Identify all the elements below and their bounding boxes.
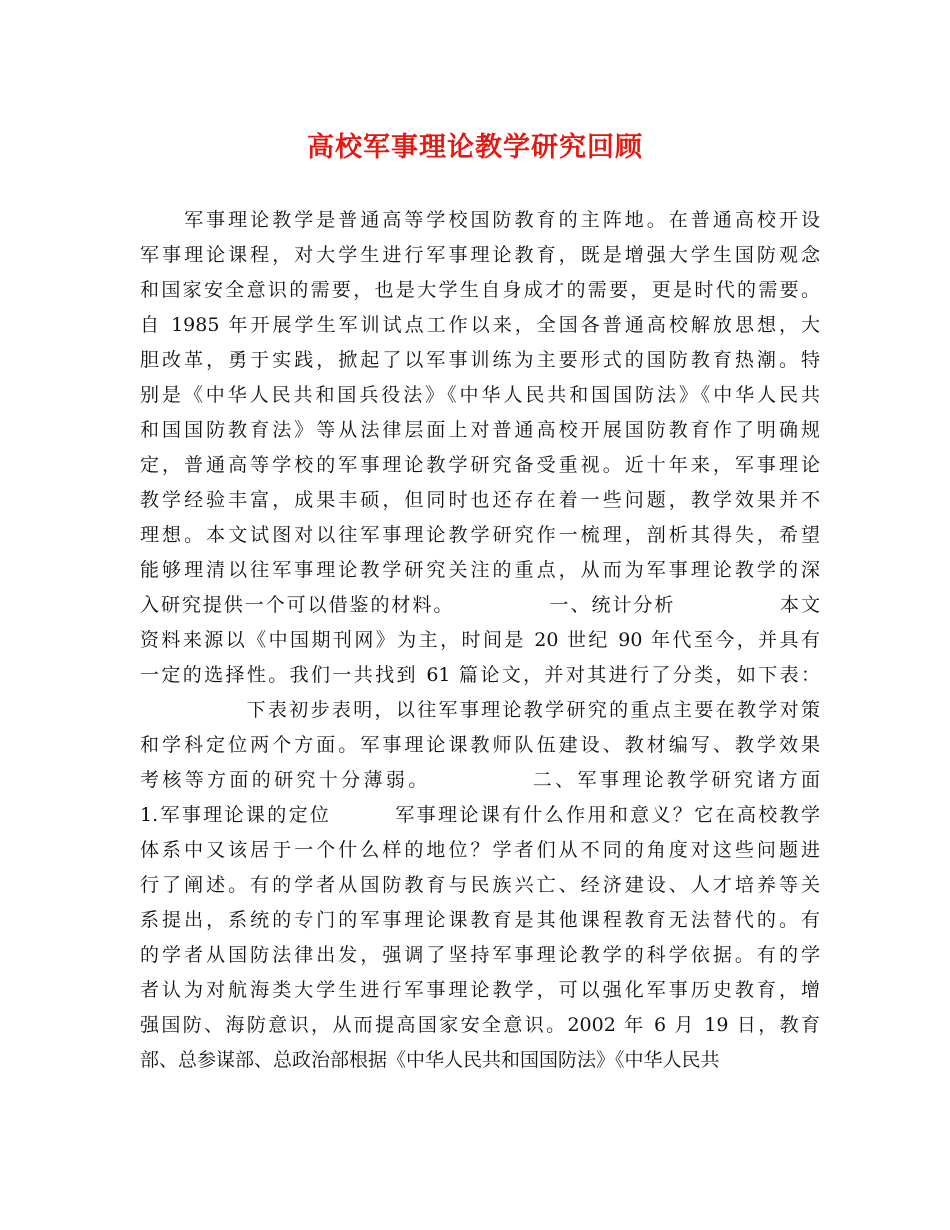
body-line: 者认为对航海类大学生进行军事理论教学，可以强化军事历史教育，增 [140,979,820,1001]
body-line: 的学者从国防法律出发，强调了坚持军事理论教学的科学依据。有的学 [140,944,820,966]
body-line: 考核等方面的研究十分薄弱。 二、军事理论教学研究诸方面 [140,769,820,791]
body-line: 1.军事理论课的定位 军事理论课有什么作用和意义？它在高校教学 [140,804,820,826]
body-line: 系提出，系统的专门的军事理论课教育是其他课程教育无法替代的。有 [140,909,820,931]
body-line: 体系中又该居于一个什么样的地位？学者们从不同的角度对这些问题进 [140,839,820,861]
body-line: 军事理论教学是普通高等学校国防教育的主阵地。在普通高校开设 [140,209,820,231]
body-line: 和国国防教育法》等从法律层面上对普通高校开展国防教育作了明确规 [140,419,820,441]
body-line: 理想。本文试图对以往军事理论教学研究作一梳理，剖析其得失，希望 [140,524,820,546]
body-line: 军事理论课程，对大学生进行军事理论教育，既是增强大学生国防观念 [140,244,820,266]
body-line: 能够理清以往军事理论教学研究关注的重点，从而为军事理论教学的深 [140,559,820,581]
body-line: 部、总参谋部、总政治部根据《中华人民共和国国防法》《中华人民共 [140,1049,720,1071]
body-line: 行了阐述。有的学者从国防教育与民族兴亡、经济建设、人才培养等关 [140,874,820,896]
body-line: 入研究提供一个可以借鉴的材料。 一、统计分析 本文 [140,594,820,616]
body-line: 胆改革，勇于实践，掀起了以军事训练为主要形式的国防教育热潮。特 [140,349,820,371]
body-line: 别是《中华人民共和国兵役法》《中华人民共和国国防法》《中华人民共 [140,384,820,406]
body-line: 教学经验丰富，成果丰硕，但同时也还存在着一些问题，教学效果并不 [140,489,820,511]
body-line: 资料来源以《中国期刊网》为主，时间是 20 世纪 90 年代至今，并具有 [140,629,820,651]
body-line: 和国家安全意识的需要，也是大学生自身成才的需要，更是时代的需要。 [140,279,820,301]
body-line: 一定的选择性。我们一共找到 61 篇论文，并对其进行了分类，如下表： [140,664,820,686]
body-line: 和学科定位两个方面。军事理论课教师队伍建设、教材编写、教学效果 [140,734,820,756]
document-title: 高校军事理论教学研究回顾 [307,132,643,163]
body-line: 自 1985 年开展学生军训试点工作以来，全国各普通高校解放思想，大 [140,314,820,336]
body-line: 定，普通高等学校的军事理论教学研究备受重视。近十年来，军事理论 [140,454,820,476]
document-body [140,203,820,1078]
body-line: 下表初步表明，以往军事理论教学研究的重点主要在教学对策 [140,699,820,721]
body-line: 强国防、海防意识，从而提高国家安全意识。2002 年 6 月 19 日，教育 [140,1014,820,1036]
